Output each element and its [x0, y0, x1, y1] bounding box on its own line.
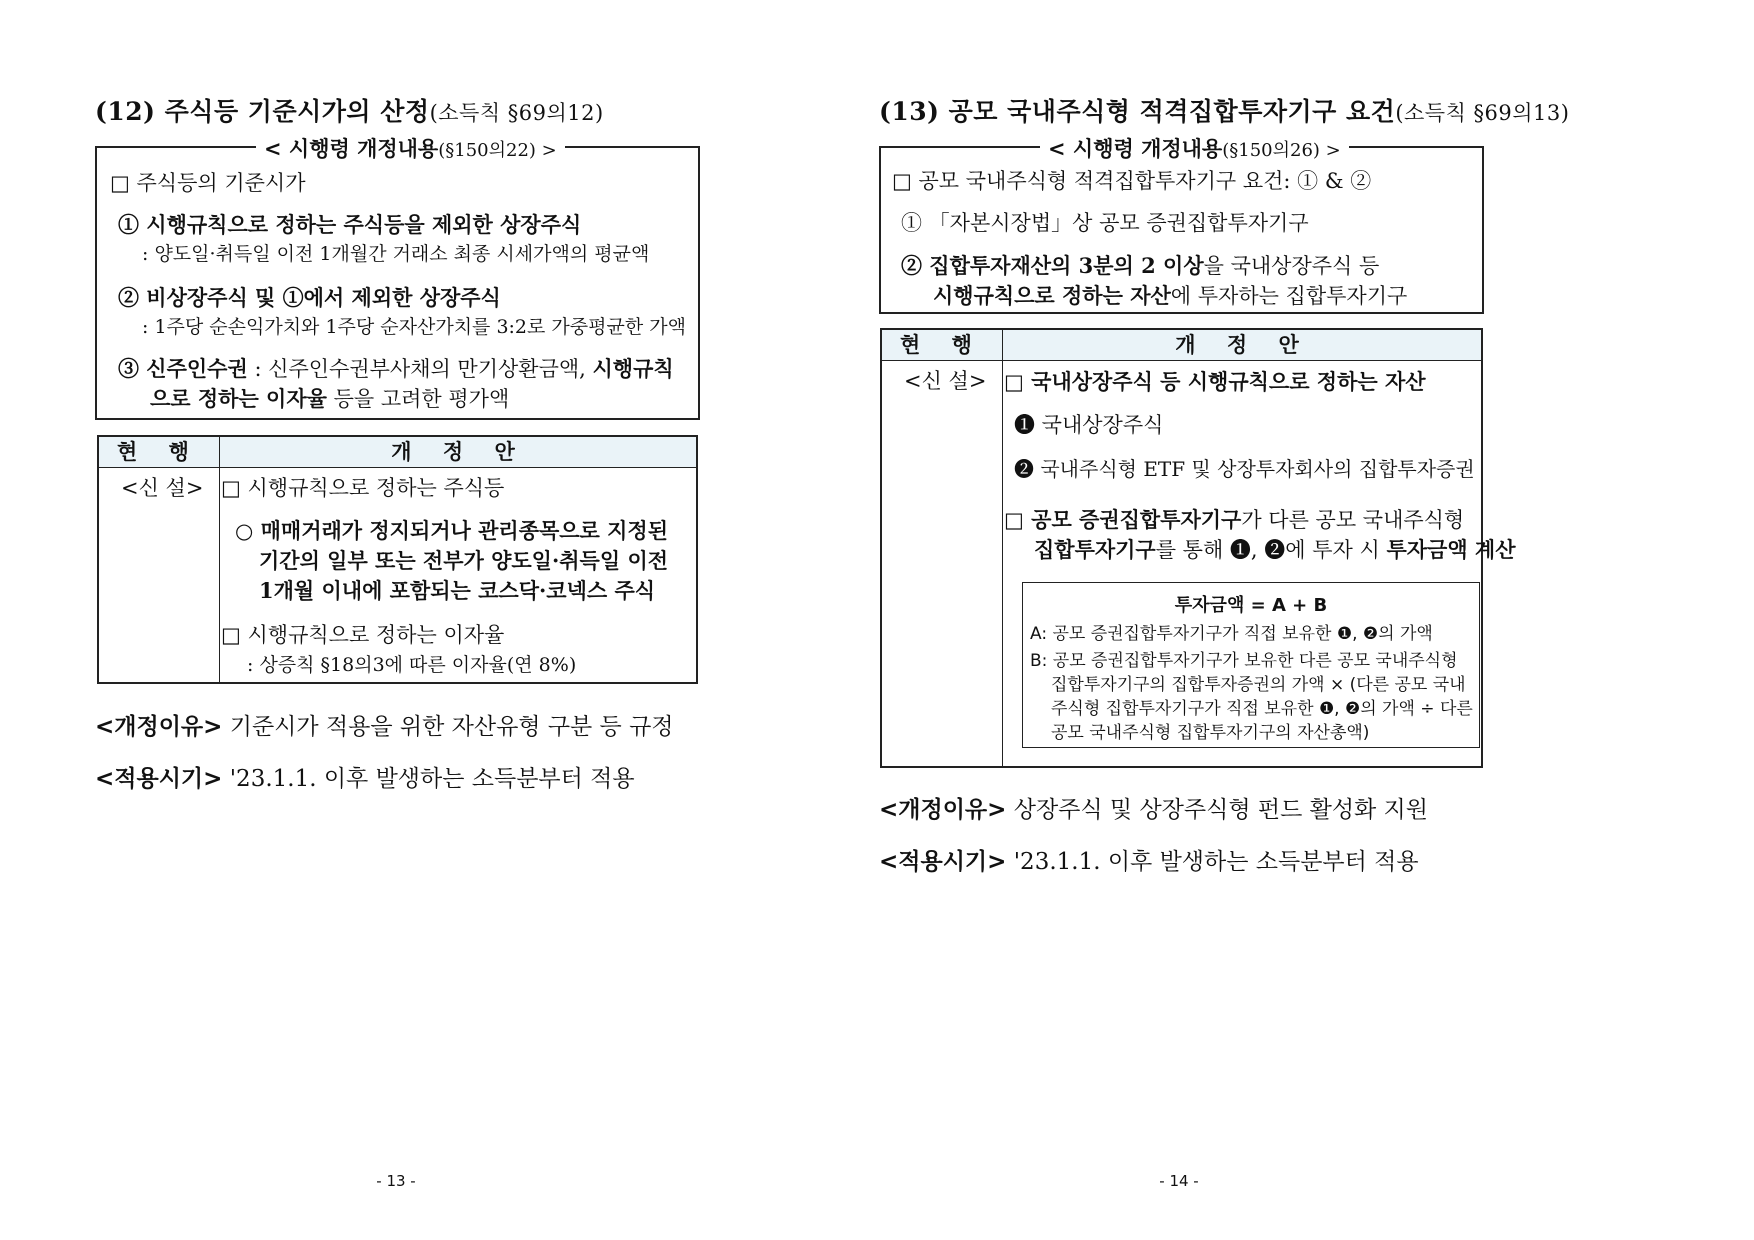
- proposed-item-2-line1: [1004, 506, 1464, 534]
- proposed-item-2-desc: : 상증칙 §18의3에 따른 이자율(연 8%): [247, 654, 577, 676]
- item-2-line2: [933, 282, 1407, 310]
- item-2-line2-bold: 시행규칙으로 정하는 자산: [933, 283, 1171, 308]
- box-caption-text: < 시행령 개정내용: [1048, 136, 1223, 161]
- item-2-text: 을 국내상장주식 등: [1203, 254, 1380, 278]
- item-1-desc: : 양도일·취득일 이전 1개월간 거래소 최종 시세가액의 평균액: [142, 243, 650, 265]
- box-caption-text: < 시행령 개정내용: [264, 136, 439, 161]
- col-current: 현 행: [117, 439, 201, 464]
- section-title-12: [95, 92, 604, 128]
- reason-line: [879, 791, 1428, 824]
- item-2-desc: : 1주당 순손익가치와 1주당 순자산가치를 3:2로 가중평균한 가액: [142, 316, 686, 338]
- page-14: [877, 0, 1754, 1240]
- item-2-bold: ② 집합투자재산의 3분의 2 이상: [901, 253, 1204, 278]
- section-title-text: (12) 주식등 기준시가의 산정: [95, 97, 430, 126]
- reason-text: 기준시가 적용을 위한 자산유형 구분 등 규정: [229, 714, 674, 740]
- item-3-line2-bold: 으로 정하는 이자율: [150, 386, 327, 411]
- item-3-bold: 시행규칙: [592, 356, 674, 381]
- apply-text: '23.1.1. 이후 발생하는 소득분부터 적용: [1013, 849, 1419, 875]
- proposed-item-2-bold1: □ 공모 증권집합투자기구: [1004, 507, 1242, 532]
- col-proposed: 개 정 안: [1175, 332, 1311, 357]
- formula-a: A: 공모 증권집합투자기구가 직접 보유한 ❶, ❷의 가액: [1030, 624, 1433, 644]
- proposed-item-1-sub1: ○ 매매거래가 정지되거나 관리종목으로 지정된: [235, 518, 669, 543]
- item-1: ① 시행규칙으로 정하는 주식등을 제외한 상장주식: [118, 212, 582, 237]
- proposed-item-1-i2: ❷ 국내주식형 ETF 및 상장투자회사의 집합투자증권: [1014, 457, 1475, 481]
- page-number: - 14 -: [1159, 1172, 1199, 1190]
- proposed-item-1-i1: ❶ 국내상장주식: [1014, 413, 1164, 437]
- formula-b-line4: 공모 국내주식형 집합투자기구의 자산총액): [1051, 723, 1370, 743]
- item-1: ① 「자본시장법」상 공모 증권집합투자기구: [901, 211, 1309, 235]
- reason-text: 상장주식 및 상장주식형 펀드 활성화 지원: [1013, 797, 1428, 823]
- formula-b-line1: B: 공모 증권집합투자기구가 보유한 다른 공모 국내주식형: [1030, 651, 1458, 671]
- apply-label: <적용시기>: [95, 766, 223, 792]
- current-cell: <신 설>: [904, 369, 987, 393]
- proposed-item-1-sub2: 기간의 일부 또는 전부가 양도일·취득일 이전: [259, 548, 669, 573]
- box-caption: [1040, 133, 1349, 163]
- box-heading: □ 공모 국내주식형 적격집합투자기구 요건: ① & ②: [892, 169, 1372, 193]
- item-2: ② 비상장주식 및 ①에서 제외한 상장주식: [118, 285, 501, 310]
- proposed-item-2: □ 시행규칙으로 정하는 이자율: [221, 623, 505, 647]
- box-caption: [256, 133, 565, 163]
- apply-text: '23.1.1. 이후 발생하는 소득분부터 적용: [229, 766, 635, 792]
- box-caption-ref: (§150의22) >: [438, 140, 557, 161]
- current-cell: <신 설>: [121, 476, 204, 500]
- item-2-line1: [901, 252, 1379, 280]
- apply-line: [879, 843, 1419, 876]
- proposed-item-1: □ 국내상장주식 등 시행규칙으로 정하는 자산: [1004, 369, 1426, 394]
- formula-box: [1022, 582, 1480, 748]
- column-divider: [219, 437, 220, 682]
- proposed-item-2-bold3: 투자금액 계산: [1386, 537, 1516, 562]
- comparison-table: [97, 435, 698, 684]
- reason-label: <개정이유>: [879, 797, 1007, 823]
- proposed-item-2-text1: 가 다른 공모 국내주식형: [1241, 508, 1465, 532]
- item-3-desc: : 신주인수권부사채의 만기상환금액,: [254, 357, 586, 381]
- proposed-item-2-line2: [1034, 536, 1516, 564]
- proposed-item-1-sub3: 1개월 이내에 포함되는 코스닥·코넥스 주식: [259, 578, 656, 603]
- section-title-ref: (소득칙 §69의13): [1395, 101, 1570, 125]
- box-heading: □ 주식등의 기준시가: [110, 171, 306, 195]
- proposed-item-2-bold2: 집합투자기구: [1034, 537, 1156, 562]
- formula-title: 투자금액 = A + B: [1174, 595, 1328, 616]
- apply-line: [95, 760, 635, 793]
- item-3-title: ③ 신주인수권: [118, 356, 248, 381]
- page-number: - 13 -: [376, 1172, 416, 1190]
- formula-b-line3: 주식형 집합투자기구가 직접 보유한 ❶, ❷의 가액 ÷ 다른: [1051, 699, 1473, 719]
- section-title-13: [879, 92, 1569, 128]
- comparison-table: [880, 328, 1516, 768]
- box-caption-ref: (§150의26) >: [1222, 140, 1341, 161]
- reason-label: <개정이유>: [95, 714, 223, 740]
- formula-b-line2: 집합투자기구의 집합투자증권의 가액 × (다른 공모 국내: [1051, 675, 1466, 695]
- apply-label: <적용시기>: [879, 849, 1007, 875]
- proposed-item-2-text2: 를 통해 ❶, ❷에 투자 시: [1155, 538, 1380, 562]
- item-3-line2: [150, 385, 509, 413]
- reason-line: [95, 708, 674, 741]
- item-3-line1: [118, 355, 674, 383]
- col-current: 현 행: [900, 332, 984, 357]
- item-2-line2-text: 에 투자하는 집합투자기구: [1170, 284, 1408, 308]
- proposed-item-1: □ 시행규칙으로 정하는 주식등: [221, 476, 505, 500]
- section-title-text: (13) 공모 국내주식형 적격집합투자기구 요건: [879, 97, 1396, 126]
- column-divider: [1002, 330, 1003, 766]
- col-proposed: 개 정 안: [391, 439, 527, 464]
- section-title-ref: (소득칙 §69의12): [429, 101, 604, 125]
- item-3-line2-text: 등을 고려한 평가액: [333, 387, 510, 411]
